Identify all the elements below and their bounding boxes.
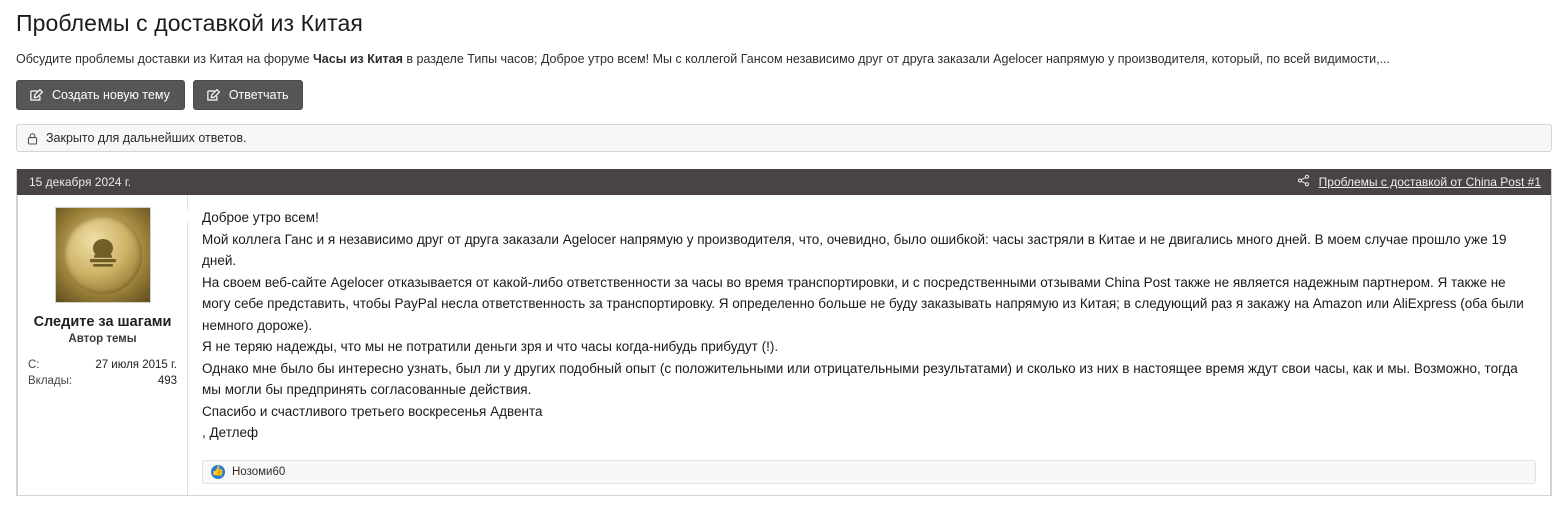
page-description-forum-name: Часы из Китая bbox=[313, 52, 403, 66]
post-content-column bbox=[188, 195, 1550, 495]
message-line: , Детлеф bbox=[202, 425, 259, 440]
reply-compose-icon bbox=[206, 88, 221, 103]
stat-row bbox=[28, 357, 177, 373]
post-author-role: Автор темы bbox=[68, 333, 137, 345]
post-permalink[interactable]: Проблемы с доставкой от China Post #1 bbox=[1318, 175, 1541, 189]
post-author-column bbox=[18, 195, 188, 495]
message-line: Я не теряю надежды, что мы не потратили деньги зря и что часы когда-нибудь прибудут (!). bbox=[202, 339, 779, 354]
post-header bbox=[17, 169, 1551, 195]
page-title: Проблемы с доставкой из Китая bbox=[16, 10, 363, 36]
message-line: Мой коллега Ганс и я независимо друг от друга заказали Agelocer напрямую у производителя, что, очевидно, было ошибкой: часы застряли в Китае и не двигались много дней. В моем случае прошло уже 19 дней. bbox=[202, 231, 1507, 268]
post-body bbox=[17, 195, 1551, 496]
post-message bbox=[202, 207, 1536, 444]
stat-row bbox=[28, 373, 177, 389]
compose-icon bbox=[29, 88, 44, 103]
lock-icon bbox=[27, 132, 38, 145]
stat-value: 493 bbox=[157, 375, 177, 387]
thread-actions bbox=[16, 80, 1552, 110]
coin-avatar-icon bbox=[64, 216, 142, 294]
stat-label: С: bbox=[28, 359, 40, 371]
page-description-prefix: Обсудите проблемы доставки из Китая на форуме bbox=[16, 52, 314, 66]
post-date: 15 декабря 2024 г. bbox=[29, 175, 132, 189]
post-reactions[interactable] bbox=[202, 460, 1536, 484]
stat-label: Вклады: bbox=[28, 375, 73, 387]
page-description-suffix: в разделе Типы часов; Доброе утро всем! Мы с коллегой Гансом независимо друг от друга заказали Agelocer напрямую у производителя, который, по всей видимости,... bbox=[402, 52, 1391, 66]
message-line: На своем веб-сайте Agelocer отказывается от какой-либо ответственности за часы во время транспортировки, и с посредственными отзывами China Post также не является надежным партнером. Я также не могу себе представить, чтобы PayPal несла ответственность за транспортировку. Я определенно больше не буду заказывать напрямую из Китая; в следующий раз я закажу на Amazon или AliExpress (оба были немного дороже). bbox=[202, 274, 1524, 333]
message-line: Однако мне было бы интересно узнать, был ли у других подобный опыт (с положительными или отрицательными результатами) и сколько из них в настоящее время ждут свои часы, как и мы. Возможно, тогда мы могли бы предпринять согласованные действия. bbox=[202, 360, 1518, 397]
avatar[interactable] bbox=[55, 207, 151, 303]
post-header-right bbox=[1297, 174, 1541, 190]
forum-thread-page bbox=[0, 8, 1568, 496]
thread-closed-notice-text: Закрыто для дальнейших ответов. bbox=[46, 131, 247, 145]
reply-button[interactable] bbox=[193, 80, 304, 110]
message-line: Спасибо и счастливого третьего воскресенья Адвента bbox=[202, 403, 543, 419]
post-author-stats bbox=[28, 357, 177, 389]
page-description bbox=[16, 50, 1552, 68]
new-thread-button-label: Создать новую тему bbox=[52, 88, 170, 102]
message-line: Доброе утро всем! bbox=[202, 210, 319, 225]
new-thread-button[interactable] bbox=[16, 80, 185, 110]
post bbox=[16, 169, 1552, 496]
stat-value: 27 июля 2015 г. bbox=[95, 359, 177, 371]
reply-button-label: Ответчать bbox=[228, 88, 289, 102]
thumbs-up-icon: 👍 bbox=[211, 465, 225, 477]
post-author-name[interactable]: Следите за шагами bbox=[33, 314, 172, 330]
reaction-user-label[interactable]: Нозоми60 bbox=[232, 465, 286, 478]
share-icon[interactable] bbox=[1297, 174, 1310, 190]
thread-closed-notice bbox=[16, 124, 1552, 152]
